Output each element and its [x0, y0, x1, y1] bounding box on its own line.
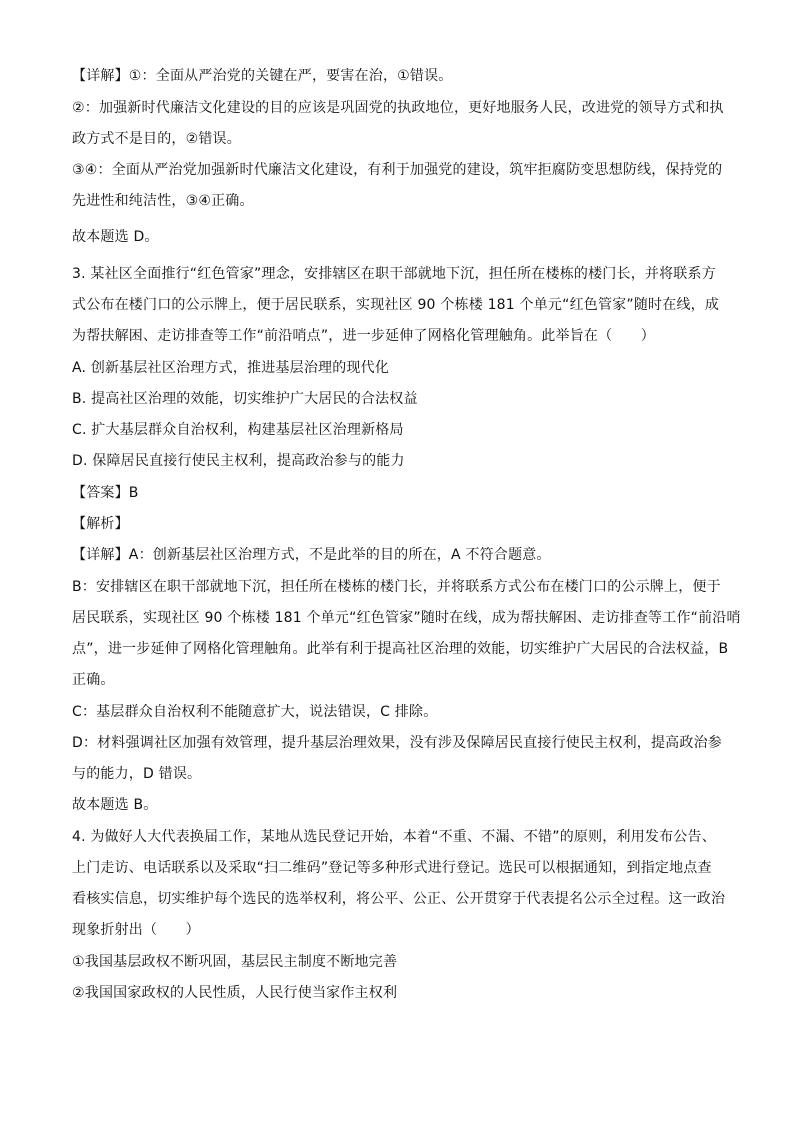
question-4-stem: 看核实信息，切实维护每个选民的选举权利，将公平、公正、公开贯穿于代表提名公示全过程。这一政治	[72, 891, 726, 907]
option-c: C. 扩大基层群众自治权利，构建基层社区治理新格局	[72, 422, 404, 438]
text-line: B：安排辖区在职干部就地下沉，担任所在楼栋的楼门长，并将联系方式公布在楼门口的公示牌上，便于	[72, 579, 721, 595]
text-line: 先进性和纯洁性，③④正确。	[72, 193, 254, 209]
question-4-stem: 4. 为做好人大代表换届工作，某地从选民登记开始，本着“不重、不漏、不错”的原则，利用发布公告、	[72, 829, 716, 845]
option-b: B. 提高社区治理的效能，切实维护广大居民的合法权益	[72, 391, 418, 407]
question-3-stem: 3. 某社区全面推行“红色管家”理念，安排辖区在职干部就地下沉，担任所在楼栋的楼门长，并将联系方	[72, 266, 716, 282]
answer-label: 【答案】B	[72, 485, 139, 501]
text-line: 居民联系，实现社区 90 个栋楼 181 个单元“红色管家”随时在线，成为帮扶解困、走访排查等工作“前沿哨	[72, 610, 741, 626]
statement-1: ①我国基层政权不断巩固，基层民主制度不断地完善	[72, 954, 398, 970]
text-line: 【详解】①：全面从严治党的关键在严，要害在治，①错误。	[72, 68, 453, 84]
question-3-stem: 式公布在楼门口的公示牌上，便于居民联系，实现社区 90 个栋楼 181 个单元“红色管家”随时在线，成	[72, 297, 720, 313]
text-line: 与的能力，D 错误。	[72, 766, 202, 782]
text-line: 故本题选 D。	[72, 229, 159, 245]
statement-2: ②我国国家政权的人民性质，人民行使当家作主权利	[72, 985, 398, 1001]
text-line: C：基层群众自治权利不能随意扩大，说法错误，C 排除。	[72, 704, 438, 720]
text-line: D：材料强调社区加强有效管理，提升基层治理效果，没有涉及保障居民直接行使民主权利，提高政治参	[72, 735, 722, 751]
text-line: ②：加强新时代廉洁文化建设的目的应该是巩固党的执政地位，更好地服务人民，改进党的领导方式和执	[72, 100, 724, 116]
question-4-stem: 现象折射出（ ）	[72, 922, 200, 938]
text-line: ③④：全面从严治党加强新时代廉洁文化建设，有利于加强党的建设，筑牢拒腐防变思想防线，保持党的	[72, 162, 723, 178]
text-line: 【详解】A：创新基层社区治理方式，不是此举的目的所在，A 不符合题意。	[72, 547, 551, 563]
option-a: A. 创新基层社区治理方式，推进基层治理的现代化	[72, 360, 390, 376]
text-line: 点”，进一步延伸了网格化管理触角。此举有利于提高社区治理的效能，切实维护广大居民的合法权益，B	[72, 641, 729, 657]
text-line: 故本题选 B。	[72, 797, 158, 813]
question-3-stem: 为帮扶解困、走访排查等工作“前沿哨点”，进一步延伸了网格化管理触角。此举旨在（ ）	[72, 328, 655, 344]
question-4-stem: 上门走访、电话联系以及采取“扫二维码”登记等多种形式进行登记。选民可以根据通知，到指定地点查	[72, 860, 712, 876]
option-d: D. 保障居民直接行使民主权利，提高政治参与的能力	[72, 453, 405, 469]
analysis-label: 【解析】	[72, 516, 129, 532]
text-line: 正确。	[72, 672, 115, 688]
text-line: 政方式不是目的，②错误。	[72, 131, 241, 147]
